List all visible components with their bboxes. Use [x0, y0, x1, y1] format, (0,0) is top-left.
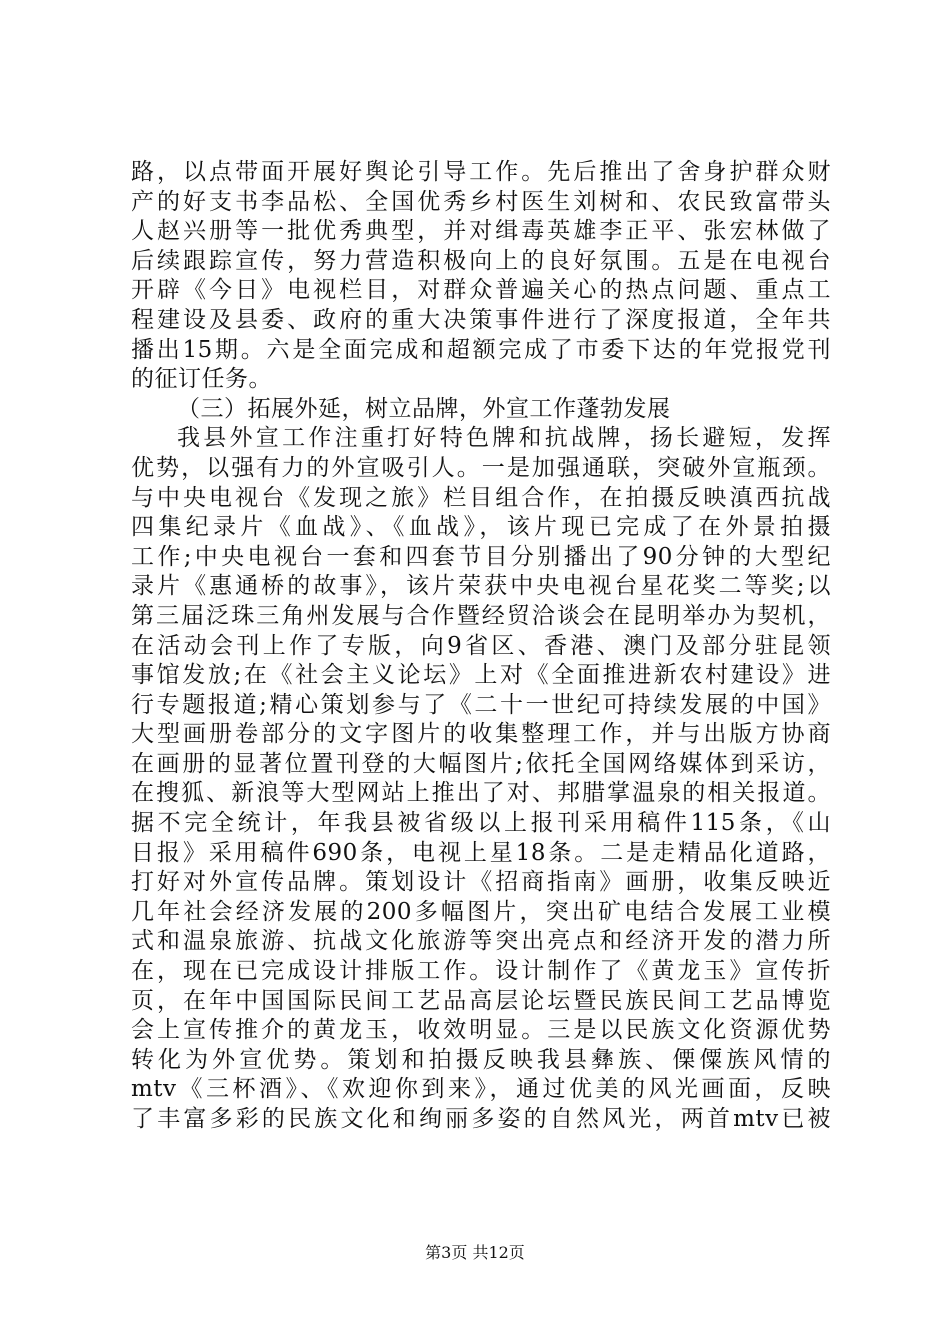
section-heading: （三）拓展外延，树立品牌，外宣工作蓬勃发展 [177, 395, 671, 422]
text-line: 人赵兴册等一批优秀典型，并对缉毒英雄李正平、张宏林做了 [131, 218, 831, 245]
text-line: 据不完全统计，年我县被省级以上报刊采用稿件115条，《山 [131, 810, 831, 837]
text-line: 了丰富多彩的民族文化和绚丽多姿的自然风光，两首mtv已被 [131, 1106, 831, 1132]
text-line: 与中央电视台《发现之旅》栏目组合作，在拍摄反映滇西抗战 [131, 484, 831, 511]
text-line: 打好对外宣传品牌。策划设计《招商指南》画册，收集反映近 [131, 869, 831, 896]
text-line: 式和温泉旅游、抗战文化旅游等突出亮点和经济开发的潜力所 [131, 928, 831, 955]
text-line: 在，现在已完成设计排版工作。设计制作了《黄龙玉》宣传折 [131, 958, 831, 985]
text-line: 几年社会经济发展的200多幅图片，突出矿电结合发展工业模 [131, 898, 831, 925]
text-line: mtv《三杯酒》、《欢迎你到来》，通过优美的风光画面，反映 [131, 1076, 831, 1103]
text-line: 工作;中央电视台一套和四套节目分别播出了90分钟的大型纪 [131, 543, 831, 570]
text-line: 的征订任务。 [131, 366, 272, 393]
text-line: 在活动会刊上作了专版，向9省区、香港、澳门及部分驻昆领 [131, 632, 831, 659]
text-line: 在搜狐、新浪等大型网站上推出了对、邦腊掌温泉的相关报道。 [131, 780, 831, 807]
text-line: 在画册的显著位置刊登的大幅图片;依托全国网络媒体到采访， [131, 750, 831, 777]
text-line: 日报》采用稿件690条，电视上星18条。二是走精品化道路， [131, 839, 831, 866]
text-line: 第三届泛珠三角州发展与合作暨经贸洽谈会在昆明举办为契机， [131, 602, 831, 629]
text-line: 我县外宣工作注重打好特色牌和抗战牌，扬长避短，发挥 [177, 425, 831, 452]
text-line: 录片《惠通桥的故事》，该片荣获中央电视台星花奖二等奖;以 [131, 573, 831, 600]
text-line: 播出15期。六是全面完成和超额完成了市委下达的年党报党刊 [131, 336, 831, 363]
text-line: 会上宣传推介的黄龙玉，收效明显。三是以民族文化资源优势 [131, 1017, 831, 1044]
text-line: 路，以点带面开展好舆论引导工作。先后推出了舍身护群众财 [131, 159, 831, 185]
text-line: 程建设及县委、政府的重大决策事件进行了深度报道，全年共 [131, 306, 831, 333]
text-line: 行专题报道;精心策划参与了《二十一世纪可持续发展的中国》 [131, 691, 831, 718]
document-body [131, 158, 831, 1135]
text-line: 四集纪录片《血战》、《血战》，该片现已完成了在外景拍摄 [131, 514, 831, 541]
text-line: 产的好支书李品松、全国优秀乡村医生刘树和、农民致富带头 [131, 188, 831, 215]
text-line: 转化为外宣优势。策划和拍摄反映我县彝族、傈僳族风情的 [131, 1046, 831, 1073]
text-line: 页，在年中国国际民间工艺品高层论坛暨民族民间工艺品博览 [131, 987, 831, 1014]
page-number-footer: 第3页 共12页 [425, 1243, 525, 1262]
text-line: 优势，以强有力的外宣吸引人。一是加强通联，突破外宣瓶颈。 [131, 454, 831, 481]
text-line: 后续跟踪宣传，努力营造积极向上的良好氛围。五是在电视台 [131, 247, 831, 274]
text-line: 开辟《今日》电视栏目，对群众普遍关心的热点问题、重点工 [131, 277, 831, 304]
text-line: 大型画册卷部分的文字图片的收集整理工作，并与出版方协商 [131, 721, 831, 748]
text-line: 事馆发放;在《社会主义论坛》上对《全面推进新农村建设》进 [131, 662, 831, 689]
